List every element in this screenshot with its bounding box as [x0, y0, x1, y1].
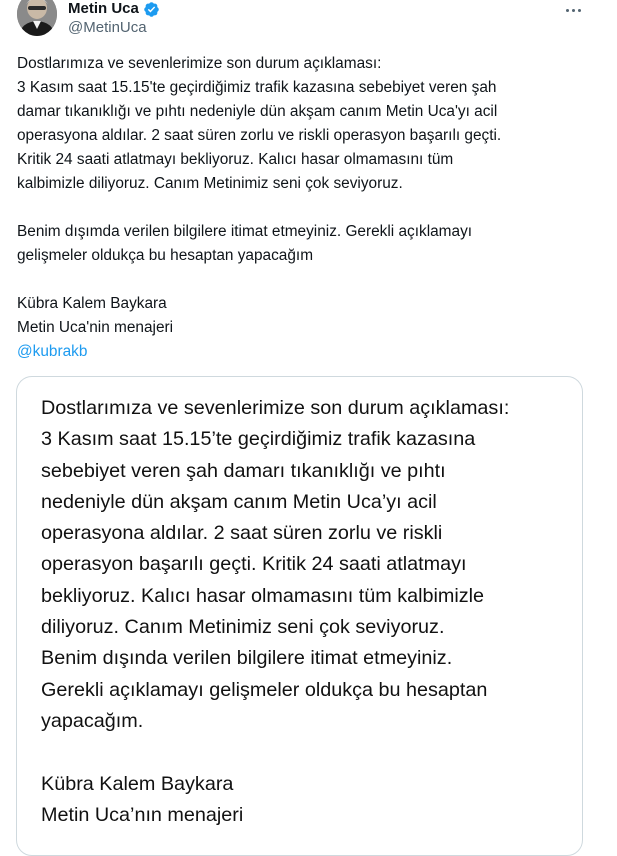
- tweet-text-line: damar tıkanıklığı ve pıhtı nedeniyle dün akşam canım Metin Uca'yı acil: [17, 103, 498, 120]
- more-horizontal-icon: [566, 9, 581, 12]
- image-text-line: yapacağım.: [41, 709, 144, 732]
- user-handle[interactable]: @MetinUca: [68, 19, 147, 36]
- tweet-text-line: 3 Kasım saat 15.15'te geçirdiğimiz trafik kazasına sebebiyet veren şah: [17, 79, 497, 96]
- name-row: [68, 0, 160, 18]
- mention-link[interactable]: @kubrakb: [17, 343, 88, 360]
- tweet-text-line: Kritik 24 saati atlatmayı bekliyoruz. Kalıcı hasar olmamasını tüm: [17, 151, 454, 168]
- tweet-header: [0, 0, 617, 44]
- image-text-line: Gerekli açıklamayı gelişmeler oldukça bu hesaptan: [41, 678, 488, 701]
- image-text: [41, 393, 509, 831]
- image-text-line: Dostlarımıza ve sevenlerimize son durum açıklaması:: [41, 397, 510, 419]
- image-text-line: diliyoruz. Canım Metinimiz seni çok seviyoruz.: [41, 616, 445, 639]
- more-options-button[interactable]: [560, 0, 586, 20]
- tweet-text-line: kalbimizle diliyoruz. Canım Metinimiz seni çok seviyoruz.: [17, 175, 403, 192]
- tweet-text-line: Benim dışımda verilen bilgilere itimat etmeyiniz. Gerekli açıklamayı: [17, 223, 473, 240]
- display-name[interactable]: Metin Uca: [68, 0, 139, 17]
- signature-name: Kübra Kalem Baykara: [17, 295, 167, 312]
- attached-image[interactable]: [16, 376, 583, 856]
- paragraph-spacer: [17, 268, 587, 292]
- tweet-text: [17, 52, 587, 364]
- image-text-line: operasyon başarılı geçti. Kritik 24 saati atlatmayı: [41, 553, 467, 576]
- tweet-text-line: Dostlarımıza ve sevenlerimize son durum açıklaması:: [17, 55, 382, 72]
- avatar-image: [17, 0, 57, 36]
- paragraph-spacer: [17, 196, 587, 220]
- signature-role: Metin Uca'nin menajeri: [17, 319, 174, 336]
- image-text-line: Benim dışında verilen bilgilere itimat etmeyiniz.: [41, 647, 453, 670]
- image-text-spacer: [41, 737, 509, 768]
- tweet-text-line: operasyona aldılar. 2 saat süren zorlu ve riskli operasyon başarılı geçti.: [17, 127, 502, 144]
- image-text-line: nedeniyle dün akşam canım Metin Uca’yı acil: [41, 490, 437, 513]
- image-text-line: 3 Kasım saat 15.15’te geçirdiğimiz trafik kazasına: [41, 428, 476, 451]
- image-text-line: sebebiyet veren şah damarı tıkanıklığı ve pıhtı: [41, 459, 446, 482]
- image-text-line: bekliyoruz. Kalıcı hasar olmamasını tüm kalbimizle: [41, 584, 485, 607]
- tweet-text-line: gelişmeler oldukça bu hesaptan yapacağım: [17, 247, 314, 264]
- verified-badge-icon: [143, 1, 160, 18]
- image-signature-name: Kübra Kalem Baykara: [41, 772, 234, 795]
- image-text-line: operasyona aldılar. 2 saat süren zorlu ve riskli: [41, 522, 443, 545]
- image-signature-role: Metin Uca’nın menajeri: [41, 803, 244, 826]
- avatar[interactable]: [17, 0, 57, 36]
